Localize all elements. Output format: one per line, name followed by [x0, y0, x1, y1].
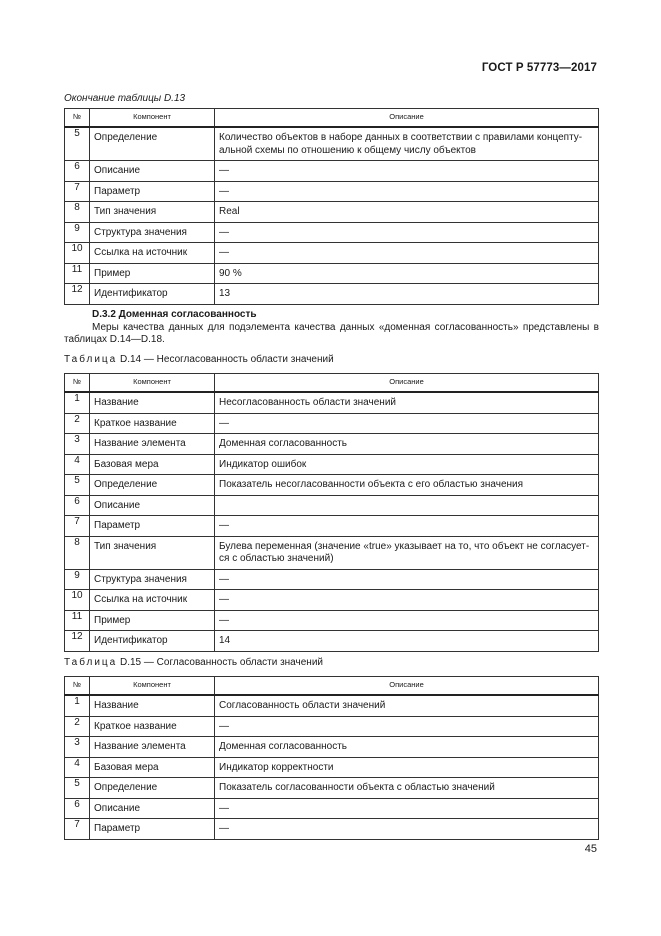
row-number: 2: [65, 716, 90, 737]
row-description: —: [215, 590, 599, 611]
row-description: —: [215, 819, 599, 840]
row-number: 5: [65, 778, 90, 799]
table-d13-caption: Окончание таблицы D.13: [64, 93, 186, 104]
col-header-number: №: [65, 109, 90, 128]
col-header-component: Компонент: [90, 677, 215, 696]
row-component: Тип значения: [90, 536, 215, 569]
table-row: [65, 495, 599, 516]
row-number: 8: [65, 202, 90, 223]
row-number: 10: [65, 243, 90, 264]
row-number: 1: [65, 695, 90, 716]
row-description: Индикатор корректности: [215, 757, 599, 778]
row-description: 14: [215, 631, 599, 652]
table-row: [65, 737, 599, 758]
row-number: 7: [65, 516, 90, 537]
row-component: Тип значения: [90, 202, 215, 223]
row-description: Real: [215, 202, 599, 223]
table-row: [65, 202, 599, 223]
row-description: —: [215, 716, 599, 737]
table-d15: [64, 676, 599, 840]
row-number: 5: [65, 127, 90, 161]
table-header-row: [65, 109, 599, 128]
row-component: Идентификатор: [90, 631, 215, 652]
table-row: [65, 263, 599, 284]
caption-prefix: Таблица: [64, 657, 118, 668]
row-number: 5: [65, 475, 90, 496]
row-description: —: [215, 569, 599, 590]
row-description: —: [215, 222, 599, 243]
table-row: [65, 181, 599, 202]
table-row: [65, 454, 599, 475]
table-row: [65, 284, 599, 305]
row-description: —: [215, 798, 599, 819]
page-number: 45: [584, 843, 597, 855]
row-description: Показатель несогласованности объекта с его областью значения: [215, 475, 599, 496]
row-description: Согласованность области значений: [215, 695, 599, 716]
row-number: 3: [65, 434, 90, 455]
row-description: —: [215, 243, 599, 264]
row-component: Название: [90, 695, 215, 716]
row-number: 9: [65, 569, 90, 590]
row-component: Название: [90, 392, 215, 413]
table-row: [65, 536, 599, 569]
table-row: [65, 222, 599, 243]
table-d15-caption: [64, 657, 323, 668]
table-row: [65, 778, 599, 799]
row-component: Пример: [90, 610, 215, 631]
table-row: [65, 610, 599, 631]
table-row: [65, 695, 599, 716]
row-description: [215, 495, 599, 516]
row-description: —: [215, 413, 599, 434]
row-number: 3: [65, 737, 90, 758]
col-header-component: Компонент: [90, 374, 215, 393]
row-description: —: [215, 610, 599, 631]
row-number: 12: [65, 284, 90, 305]
row-component: Определение: [90, 127, 215, 161]
row-number: 10: [65, 590, 90, 611]
table-header-row: [65, 374, 599, 393]
row-component: Ссылка на источник: [90, 590, 215, 611]
table-d13: [64, 108, 599, 305]
row-component: Структура значения: [90, 569, 215, 590]
row-description: Индикатор ошибок: [215, 454, 599, 475]
col-header-number: №: [65, 677, 90, 696]
row-number: 4: [65, 757, 90, 778]
col-header-number: №: [65, 374, 90, 393]
row-description: Показатель согласованности объекта с областью значений: [215, 778, 599, 799]
section-title: D.3.2 Доменная согласованность: [92, 309, 257, 320]
row-number: 4: [65, 454, 90, 475]
row-description: —: [215, 181, 599, 202]
table-row: [65, 716, 599, 737]
table-row: [65, 569, 599, 590]
row-description: 90 %: [215, 263, 599, 284]
row-component: Базовая мера: [90, 757, 215, 778]
section-body: Меры качества данных для подэлемента качества данных «доменная согласованность» представлены в таблицах D.14—D.18.: [64, 321, 599, 345]
table-row: [65, 819, 599, 840]
row-component: Ссылка на источник: [90, 243, 215, 264]
row-number: 1: [65, 392, 90, 413]
table-row: [65, 127, 599, 161]
row-description: —: [215, 516, 599, 537]
caption-prefix: Таблица: [64, 354, 118, 365]
row-component: Структура значения: [90, 222, 215, 243]
row-component: Параметр: [90, 181, 215, 202]
caption-title: D.14 — Несогласованность области значений: [117, 354, 334, 365]
table-row: [65, 590, 599, 611]
table-header-row: [65, 677, 599, 696]
col-header-component: Компонент: [90, 109, 215, 128]
document-id: ГОСТ Р 57773—2017: [481, 62, 597, 74]
row-description: Доменная согласованность: [215, 434, 599, 455]
row-component: Описание: [90, 495, 215, 516]
row-component: Пример: [90, 263, 215, 284]
col-header-description: Описание: [215, 374, 599, 393]
row-component: Параметр: [90, 819, 215, 840]
col-header-description: Описание: [215, 677, 599, 696]
row-number: 12: [65, 631, 90, 652]
row-number: 2: [65, 413, 90, 434]
row-number: 6: [65, 495, 90, 516]
table-d14-caption: [64, 354, 334, 365]
row-component: Параметр: [90, 516, 215, 537]
row-description: 13: [215, 284, 599, 305]
row-component: Краткое название: [90, 716, 215, 737]
row-number: 6: [65, 161, 90, 182]
row-component: Название элемента: [90, 434, 215, 455]
row-number: 11: [65, 610, 90, 631]
row-description: Доменная согласованность: [215, 737, 599, 758]
table-d14: [64, 373, 599, 652]
table-row: [65, 434, 599, 455]
row-component: Описание: [90, 798, 215, 819]
row-number: 7: [65, 181, 90, 202]
col-header-description: Описание: [215, 109, 599, 128]
row-component: Базовая мера: [90, 454, 215, 475]
table-row: [65, 392, 599, 413]
row-description: —: [215, 161, 599, 182]
table-row: [65, 757, 599, 778]
row-component: Название элемента: [90, 737, 215, 758]
row-component: Определение: [90, 475, 215, 496]
row-number: 7: [65, 819, 90, 840]
row-number: 6: [65, 798, 90, 819]
table-row: [65, 161, 599, 182]
row-component: Определение: [90, 778, 215, 799]
caption-title: D.15 — Согласованность области значений: [117, 657, 323, 668]
table-row: [65, 516, 599, 537]
row-component: Описание: [90, 161, 215, 182]
row-component: Идентификатор: [90, 284, 215, 305]
row-number: 11: [65, 263, 90, 284]
row-description: Несогласованность области значений: [215, 392, 599, 413]
row-description: Булева переменная (значение «true» указывает на то, что объект не согласует-ся с областью значений): [215, 536, 599, 569]
row-component: Краткое название: [90, 413, 215, 434]
table-row: [65, 413, 599, 434]
row-number: 9: [65, 222, 90, 243]
row-number: 8: [65, 536, 90, 569]
table-row: [65, 631, 599, 652]
section-d32: [64, 309, 599, 347]
table-row: [65, 475, 599, 496]
table-row: [65, 243, 599, 264]
row-description: Количество объектов в наборе данных в соответствии с правилами концепту-альной схемы по отношению к общему числу объектов: [215, 127, 599, 161]
table-row: [65, 798, 599, 819]
